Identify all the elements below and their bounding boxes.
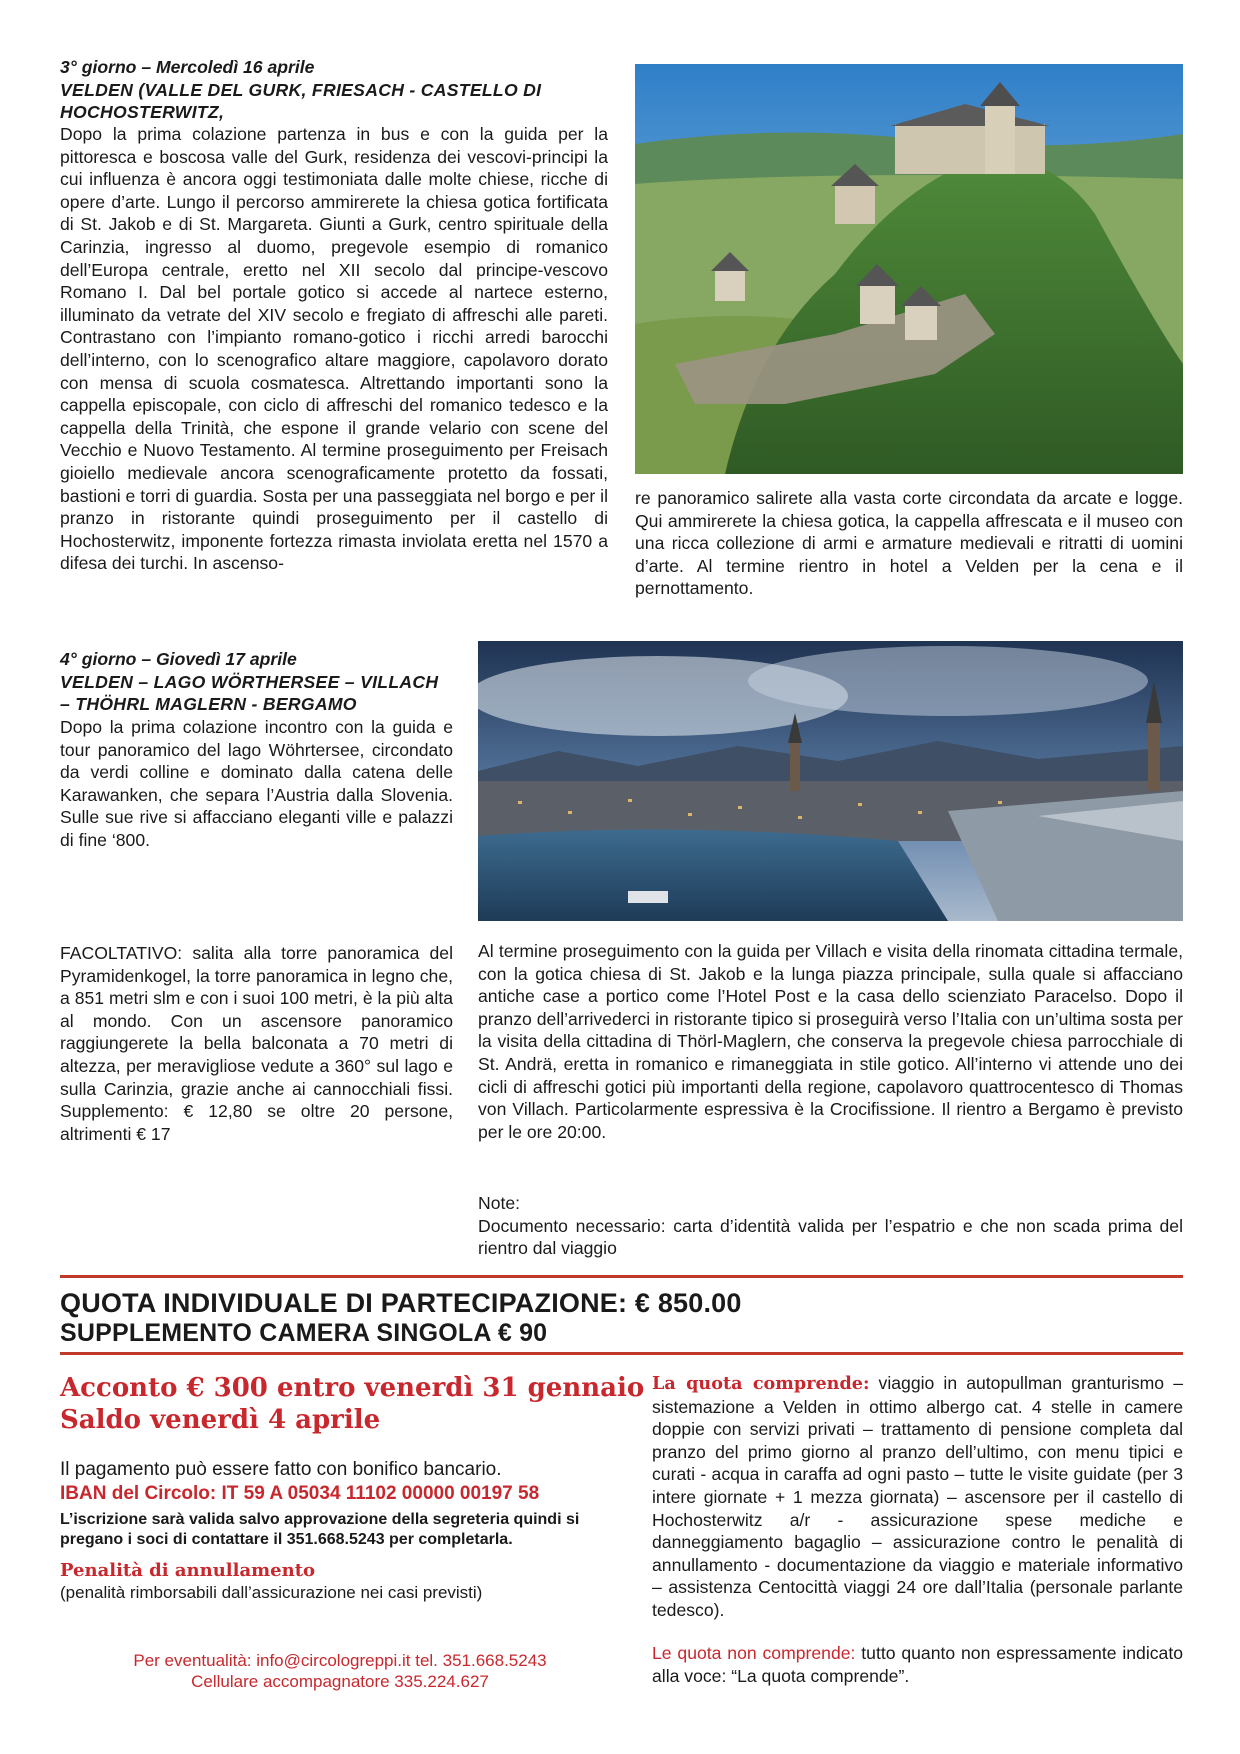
includes-block xyxy=(652,1372,1183,1622)
contact-line-email-phone: Per eventualità: info@circologreppi.it tel. 351.668.5243 xyxy=(133,1651,547,1670)
castle-photo xyxy=(635,64,1183,474)
day3-heading xyxy=(60,56,608,124)
registration-note: L’iscrizione sarà valida salvo approvazione della segreteria quindi si pregano i soci di contattare il 351.668.5243 per completarla. xyxy=(60,1511,580,1548)
day3-title: 3° giorno – Mercoledì 16 aprile xyxy=(60,57,315,77)
balance-deadline: Saldo venerdì 4 aprile xyxy=(60,1405,381,1435)
excludes-block xyxy=(652,1642,1183,1687)
day4-optional: FACOLTATIVO: salita alla torre panoramica del Pyramidenkogel, la torre panoramica in legno che, a 851 metri slm e con i suoi 100 metri, è la più alta al mondo. Con un ascensore panoramico raggiungerete la bella balconata a 70 metri di altezza, per meravigliose vedute a 360° sul lago e sulla Carinzia, grazie anche ai cannocchiali fissi. Supplemento: € 12,80 se oltre 20 persone, altrimenti € 17 xyxy=(60,943,453,1144)
penalty-text: (penalità rimborsabili dall’assicurazione nei casi previsti) xyxy=(60,1583,483,1602)
day3-places: VELDEN (VALLE DEL GURK, FRIESACH - CASTELLO DI HOCHOSTERWITZ, xyxy=(60,79,542,123)
day3-text-left: Dopo la prima colazione partenza in bus e con la guida per la pittoresca e boscosa valle del Gurk, residenza dei vescovi-principi la cui influenza è ancora oggi testimoniata dalle molte chiese, ricche di opere d’arte. Lungo il percorso ammirerete la chiesa gotica fortificata di St. Jakob e di St. Margareta. Giunti a Gurk, centro spirituale della Carinzia, ingresso al duomo, pregevole esempio di romanico dell’Europa centrale, eretto nel XII secolo dal principe-vescovo Romano I. Dal bel portale gotico si accede al nartece esterno, illuminato da vetrate del XIV secolo e fregiato di affreschi alle pareti. Contrastano con l’impianto romano-gotico i ricchi arredi barocchi dell’interno, con lo scenografico altare maggiore, capolavoro dorato con mensa di scuola cosmatesca. Altrettando importanti sono la cappella episcopale, con ciclo di affreschi del romanico tedesco e la cappella della Trinità, che espone il grande velario con scene del Vecchio e Nuovo Testamento. Al termine proseguimento per Freisach gioiello medievale ancora scenograficamente protetto da fossati, bastioni e torri di guardia. Sosta per una passeggiata nel borgo e per il pranzo in ristorante quindi proseguimento per il castello di Hochosterwitz, imponente fortezza rimasta inviolata eretta nel 1570 a difesa dei turchi. In ascenso- xyxy=(60,124,608,574)
penalty-label: Penalità di annullamento xyxy=(60,1560,316,1581)
excludes-text: tutto quanto non espressamente indicato alla voce: “La quota comprende”. xyxy=(652,1643,1183,1686)
divider-top xyxy=(60,1275,1183,1278)
day4-heading xyxy=(60,648,453,716)
includes-text: viaggio in autopullman granturismo – sistemazione a Velden in ottimo albergo cat. 4 stelle in camere doppie con servizi privati – trattamento di pensione completa dal pranzo del primo giorno al pranzo dell’ultimo, con menu tipici e curati - acqua in caraffa ad ogni pasto – tutte le visite guidate (per 3 intere giornate + 1 mezza giornata) – ascensore per il castello di Hochosterwitz a/r - assicurazione spese mediche e danneggiamento bagaglio – assicurazione contro le penalità di annullamento - documentazione da viaggio e materiale informativo – assistenza Centocittà viaggi 24 ore dall’Italia (personale parlante tedesco). xyxy=(652,1373,1183,1620)
contact-line-mobile: Cellulare accompagnatore 335.224.627 xyxy=(191,1672,489,1691)
villach-panorama-photo xyxy=(478,641,1183,921)
iban: IBAN del Circolo: IT 59 A 05034 11102 00000 00197 58 xyxy=(60,1483,540,1504)
quota-price: QUOTA INDIVIDUALE DI PARTECIPAZIONE: € 850.00 xyxy=(60,1288,742,1318)
single-room-supplement: SUPPLEMENTO CAMERA SINGOLA € 90 xyxy=(60,1319,548,1347)
day4-title: 4° giorno – Giovedì 17 aprile xyxy=(60,649,297,669)
day4-notes xyxy=(478,1192,1183,1260)
excludes-label: Le quota non comprende: xyxy=(652,1643,856,1663)
notes-text: Documento necessario: carta d’identità valida per l’espatrio e che non scada prima del rientro dal viaggio xyxy=(478,1215,1183,1259)
day4-places: VELDEN – LAGO WÖRTHERSEE – VILLACH – THÖHRL MAGLERN - BERGAMO xyxy=(60,671,439,715)
contact-info xyxy=(60,1650,620,1692)
includes-label: La quota comprende: xyxy=(652,1373,870,1394)
divider-bottom xyxy=(60,1352,1183,1355)
notes-label: Note: xyxy=(478,1193,521,1213)
deposit-deadline: Acconto € 300 entro venerdì 31 gennaio xyxy=(60,1373,645,1403)
day3-text-right: re panoramico salirete alla vasta corte circondata da arcate e logge. Qui ammirerete la chiesa gotica, la cappella affrescata e il museo con una ricca collezione di armi e armature medievali e ritratti di uomini d’arte. Al termine rientro in hotel a Velden per la cena e il pernottamento. xyxy=(635,488,1183,599)
day4-text-intro: Dopo la prima colazione incontro con la guida e tour panoramico del lago Wöhrtersee, circondato da verdi colline e dominato dalla catena delle Karawanken, che separa l’Austria dalla Slovenia. Sulle sue rive si affacciano eleganti ville e palazzi di fine ‘800. xyxy=(60,717,453,850)
payment-info: Il pagamento può essere fatto con bonifico bancario. xyxy=(60,1459,502,1480)
day4-text-right: Al termine proseguimento con la guida per Villach e visita della rinomata cittadina termale, con la gotica chiesa di St. Jakob e la lunga piazza principale, sulla quale si affacciano antiche case a portico come l’Hotel Post e la casa dello scienziato Paracelso. Dopo il pranzo dell’arrivederci in ristorante tipico si proseguirà verso l’Italia con un’ultima sosta per la visita della cittadina di Thörl-Maglern, che conserva la pregevole chiesa parrocchiale di St. Andrä, eretta in romanico e rimaneggiata in stile gotico. All’interno vi attende uno dei cicli di affreschi gotici più importanti della regione, capolavoro quattrocentesco di Thomas von Villach. Particolarmente espressiva è la Crocifissione. Il rientro a Bergamo è previsto per le ore 20:00. xyxy=(478,941,1183,1142)
